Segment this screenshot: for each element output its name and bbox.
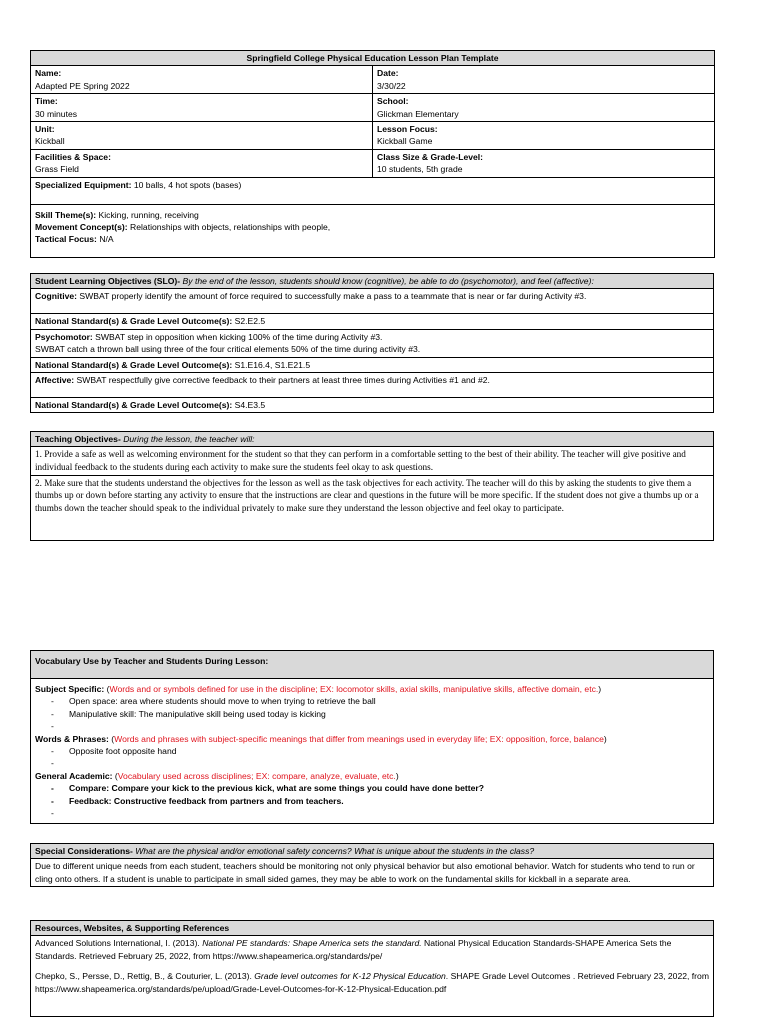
- general-academic-definition: Vocabulary used across disciplines; EX: compare, analyze, evaluate, etc.: [117, 770, 396, 781]
- name-label: Name:: [35, 68, 62, 79]
- subject-specific-definition: Words and or symbols defined for use in the discipline; EX: locomotor skills, axial skills, manipulative skills, affective domain, etc.: [109, 684, 599, 694]
- teaching-objective-2: 2. Make sure that the students understand the objectives for the lesson as well as the task objectives for each activity. The teacher will do this by asking the students to give them a thumbs up or down before starting any activity to ensure that the instructions are clear and questions in the future will be more specific. If the student does not give a thumbs up or a thumbs down the teacher should speak to the individual privately to make sure they understand the lesson objective and feel okay to participate.: [31, 475, 714, 540]
- general-academic-line: General Academic: (Vocabulary used across disciplines; EX: compare, analyze, evaluate, etc.): [35, 770, 399, 781]
- subject-specific-line: Subject Specific: (Words and or symbols defined for use in the discipline; EX: locomotor skills, axial skills, manipulative skills, affective domain, etc.): [35, 684, 602, 694]
- unit-label: Unit:: [35, 124, 55, 135]
- facilities-value: Grass Field: [35, 164, 79, 175]
- tactical-focus-label: Tactical Focus:: [35, 234, 97, 245]
- lesson-focus-value: Kickball Game: [377, 136, 433, 147]
- special-considerations-title: Special Considerations-: [35, 846, 133, 856]
- list-item: - Opposite foot opposite hand: [51, 746, 177, 757]
- special-considerations-table: [30, 843, 714, 887]
- psychomotor-cell: [31, 329, 714, 357]
- words-phrases-label: Words & Phrases:: [35, 733, 109, 744]
- standard-label: National Standard(s) & Grade Level Outcome(s):: [35, 359, 233, 370]
- movement-concept-label: Movement Concept(s):: [35, 222, 128, 233]
- slo-header-description: By the end of the lesson, students should know (cognitive), be able to do (psychomotor), and feel (affective):: [180, 276, 594, 286]
- lesson-focus-label: Lesson Focus:: [377, 124, 438, 135]
- equipment-label: Specialized Equipment:: [35, 179, 132, 190]
- time-label: Time:: [35, 96, 58, 107]
- date-value: 3/30/22: [377, 80, 406, 91]
- standard-cognitive-cell: [31, 314, 714, 329]
- list-item: - Manipulative skill: The manipulative skill being used today is kicking: [51, 708, 326, 719]
- special-considerations-text: Due to different unique needs from each student, teachers should be monitoring not only physical behavior but also emotional behavior. Watch for students who tend to run or cling onto others. If a student is unable to participate in small sided games, they may be able to work on the fundamental skills for kickball in a separate area.: [31, 859, 714, 887]
- reference-2-title: Grade level outcomes for K-12 Physical Education: [254, 971, 446, 982]
- facilities-label: Facilities & Space:: [35, 151, 111, 162]
- vocabulary-body: [31, 679, 714, 824]
- list-item: - Compare: Compare your kick to the previous kick, what are some things you could have done better?: [51, 783, 484, 794]
- affective-cell: [31, 373, 714, 398]
- school-cell: [373, 94, 715, 122]
- standard-label: National Standard(s) & Grade Level Outcome(s):: [35, 316, 233, 327]
- list-item: -: [51, 758, 54, 769]
- psychomotor-label: Psychomotor:: [35, 331, 93, 342]
- list-item: -: [51, 808, 54, 819]
- resources-title: Resources, Websites, & Supporting References: [35, 923, 230, 933]
- name-cell: [31, 66, 373, 94]
- date-cell: [373, 66, 715, 94]
- resources-header: [31, 921, 714, 936]
- slo-header-title: Student Learning Objectives (SLO)-: [35, 276, 181, 286]
- class-size-cell: [373, 149, 715, 177]
- reference-1-title: National PE standards: Shape America sets the standard.: [202, 938, 422, 949]
- date-label: Date:: [377, 68, 399, 79]
- reference-2: Chepko, S., Persse, D., Rettig, B., & Couturier, L. (2013). Grade level outcomes for K-12 Physical Education. SHAPE Grade Level Outcomes . Retrieved February 23, 2022, from https://www.shapeamerica.org/standards/pe/upload/Grade-Level-Outcomes-for-K-12-Physical-Education.pdf: [35, 971, 709, 994]
- slo-table: [30, 273, 714, 413]
- standard-value: S2.E2.5: [232, 316, 266, 327]
- standard-psychomotor-cell: [31, 357, 714, 372]
- equipment-value: 10 balls, 4 hot spots (bases): [131, 179, 242, 190]
- class-size-label: Class Size & Grade-Level:: [377, 151, 484, 162]
- reference-1: Advanced Solutions International, I. (2013). National PE standards: Shape America sets the standard. National Physical Education Standards-SHAPE America Sets the Standards. Retrieved February 25, 2022, from https://www.shapeamerica.org/standards/pe/: [35, 938, 672, 961]
- skill-theme-cell: [31, 204, 715, 257]
- slo-header: [31, 274, 714, 289]
- standard-value: S1.E16.4, S1.E21.5: [232, 359, 311, 370]
- psychomotor-text: SWBAT step in opposition when kicking 100% of the time during Activity #3.: [92, 331, 383, 342]
- special-considerations-description: What are the physical and/or emotional safety concerns? What is unique about the students in the class?: [132, 846, 535, 856]
- affective-label: Affective:: [35, 375, 75, 386]
- time-value: 30 minutes: [35, 108, 78, 119]
- unit-value: Kickball: [35, 136, 65, 147]
- lesson-plan-title: Springfield College Physical Education Lesson Plan Template: [31, 51, 715, 66]
- overview-table: [30, 50, 715, 258]
- list-item: - Open space: area where students should move to when trying to retrieve the ball: [51, 696, 376, 707]
- class-size-value: 10 students, 5th grade: [377, 164, 463, 175]
- subject-specific-label: Subject Specific:: [35, 684, 105, 694]
- cognitive-cell: [31, 289, 714, 314]
- resources-table: [30, 920, 714, 1017]
- special-considerations-header: [31, 844, 714, 859]
- teaching-objectives-description: During the lesson, the teacher will:: [120, 434, 255, 444]
- cognitive-label: Cognitive:: [35, 291, 78, 302]
- time-cell: [31, 94, 373, 122]
- list-item: -: [51, 721, 54, 732]
- standard-affective-cell: [31, 398, 714, 413]
- school-label: School:: [377, 96, 409, 107]
- standard-label: National Standard(s) & Grade Level Outcome(s):: [35, 400, 233, 411]
- cognitive-text: SWBAT properly identify the amount of force required to successfully make a pass to a teammate that is near or far during Activity #3.: [77, 291, 587, 302]
- tactical-focus-value: N/A: [96, 234, 114, 245]
- teaching-objectives-header: [31, 432, 714, 447]
- unit-cell: [31, 122, 373, 150]
- teaching-objective-1: 1. Provide a safe as well as welcoming environment for the student so that they can perform in a comfortable setting to the best of their ability. The teacher will give positive and individual feedback to the students during each activity to make sure the students feel okay to ask questions.: [31, 447, 714, 475]
- resources-body: [31, 936, 714, 1017]
- skill-theme-value: Kicking, running, receiving: [96, 209, 199, 220]
- words-phrases-line: Words & Phrases: (Words and phrases with subject-specific meanings that differ from meanings used in everyday life; EX: opposition, force, balance): [35, 733, 607, 744]
- vocabulary-title: Vocabulary Use by Teacher and Students During Lesson:: [35, 656, 269, 666]
- vocabulary-table: [30, 650, 714, 824]
- vocabulary-header: [31, 651, 714, 679]
- words-phrases-definition: Words and phrases with subject-specific meanings that differ from meanings used in everyday life; EX: opposition, force, balance: [114, 733, 604, 744]
- school-value: Glickman Elementary: [377, 108, 459, 119]
- name-value: Adapted PE Spring 2022: [35, 80, 130, 91]
- skill-theme-label: Skill Theme(s):: [35, 209, 97, 220]
- general-academic-label: General Academic:: [35, 770, 113, 781]
- standard-value: S4.E3.5: [232, 400, 266, 411]
- teaching-objectives-title: Teaching Objectives-: [35, 434, 121, 444]
- psychomotor-text-2: SWBAT catch a thrown ball using three of the four critical elements 50% of the time during activity #3.: [35, 344, 421, 355]
- teaching-objectives-table: [30, 431, 714, 541]
- affective-text: SWBAT respectfully give corrective feedback to their partners at least three times during Activities #1 and #2.: [74, 375, 490, 386]
- movement-concept-value: Relationships with objects, relationships with people,: [127, 222, 331, 233]
- list-item: - Feedback: Constructive feedback from partners and from teachers.: [51, 795, 344, 806]
- equipment-cell: [31, 177, 715, 204]
- facilities-cell: [31, 149, 373, 177]
- lesson-focus-cell: [373, 122, 715, 150]
